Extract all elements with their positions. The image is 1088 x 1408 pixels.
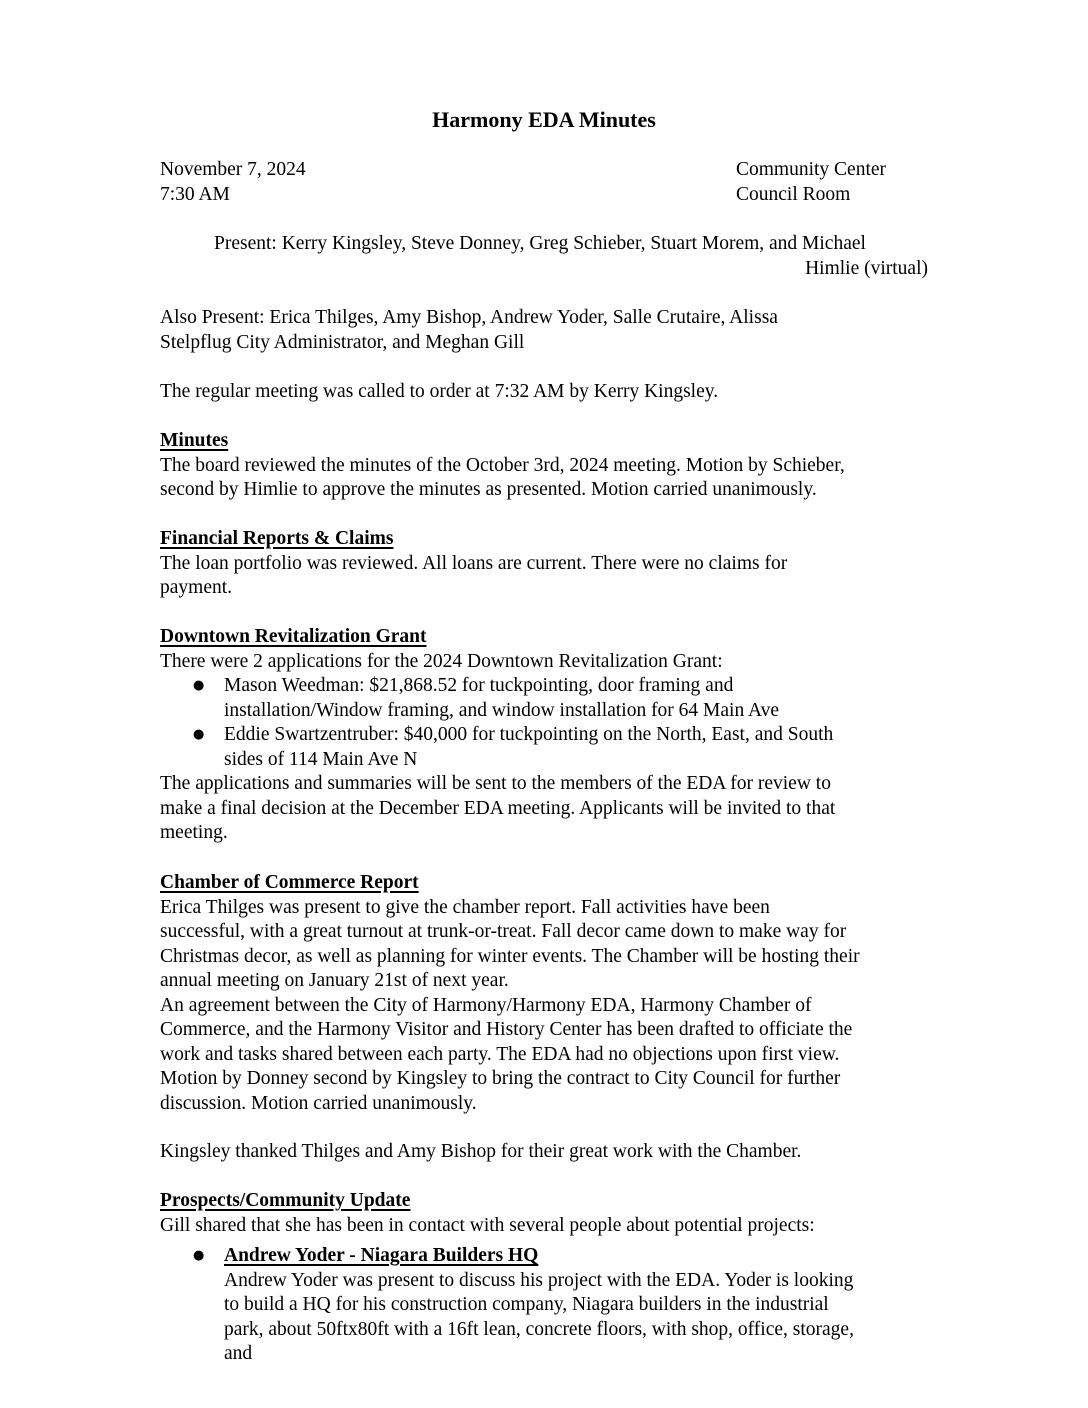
prospects-list (160, 1244, 930, 1367)
paragraph-line: Commerce, and the Harmony Visitor and History Center has been drafted to officiate the (160, 1019, 853, 1040)
chamber-thanks (160, 1140, 930, 1165)
list-item-line: Eddie Swartzentruber: $40,000 for tuckpointing on the North, East, and South (224, 724, 834, 745)
meeting-date: November 7, 2024 (160, 159, 306, 180)
call-to-order-text: The regular meeting was called to order at 7:32 AM by Kerry Kingsley. (160, 381, 719, 402)
page-title: Harmony EDA Minutes (432, 107, 656, 132)
location-line-2: Council Room (736, 183, 851, 205)
paragraph-line: annual meeting on January 21st of next year. (160, 970, 509, 991)
list-item-line: sides of 114 Main Ave N (224, 748, 418, 770)
paragraph-line: meeting. (160, 822, 228, 843)
bullet-icon: ● (193, 727, 205, 742)
paragraph-line: The applications and summaries will be sent to the members of the EDA for review to (160, 773, 831, 794)
section-heading: Financial Reports & Claims (160, 528, 394, 549)
also-present (160, 306, 930, 355)
paragraph-line: Christmas decor, as well as planning for winter events. The Chamber will be hosting their (160, 945, 860, 967)
paragraph-line: An agreement between the City of Harmony/Harmony EDA, Harmony Chamber of (160, 994, 812, 1016)
paragraph-line: Kingsley thanked Thilges and Amy Bishop for their great work with the Chamber. (160, 1141, 802, 1162)
list-item (160, 674, 930, 723)
list-item-line: Mason Weedman: $21,868.52 for tuckpointing, door framing and (224, 675, 734, 696)
paragraph-line: Motion by Donney second by Kingsley to bring the contract to City Council for further (160, 1068, 841, 1089)
also-present-line-2: Stelpflug City Administrator, and Meghan Gill (160, 331, 525, 353)
list-item-line: to build a HQ for his construction company, Niagara builders in the industrial (224, 1294, 829, 1315)
section-grant (160, 625, 930, 846)
paragraph-line: successful, with a great turnout at trunk-or-treat. Fall decor came down to make way for (160, 921, 847, 942)
bullet-icon: ● (193, 678, 205, 693)
section-heading: Prospects/Community Update (160, 1190, 411, 1211)
paragraph-line: make a final decision at the December EDA meeting. Applicants will be invited to that (160, 797, 836, 819)
list-item-line: park, about 50ftx80ft with a 16ft lean, concrete floors, with shop, office, storage, (224, 1318, 854, 1340)
paragraph-line: The loan portfolio was reviewed. All loans are current. There were no claims for (160, 552, 788, 574)
list-item (160, 1244, 930, 1367)
list-item (160, 723, 930, 772)
list-item-line: installation/Window framing, and window installation for 64 Main Ave (224, 699, 780, 721)
paragraph-line: Gill shared that she has been in contact with several people about potential projects: (160, 1214, 815, 1236)
section-financial (160, 527, 930, 601)
paragraph-line: second by Himlie to approve the minutes as presented. Motion carried unanimously. (160, 479, 817, 500)
paragraph-line: payment. (160, 577, 233, 598)
list-item-line: and (224, 1343, 253, 1364)
present-line-1: Present: Kerry Kingsley, Steve Donney, Greg Schieber, Stuart Morem, and Michael (214, 233, 866, 254)
also-present-line-1: Also Present: Erica Thilges, Amy Bishop, Andrew Yoder, Salle Crutaire, Alissa (160, 307, 778, 328)
section-prospects (160, 1189, 930, 1367)
section-heading: Downtown Revitalization Grant (160, 626, 427, 647)
bullet-icon: ● (193, 1248, 205, 1263)
section-minutes (160, 429, 930, 503)
section-heading: Minutes (160, 430, 229, 451)
meeting-time: 7:30 AM (160, 183, 230, 205)
location-line-1: Community Center (736, 159, 887, 180)
paragraph-line: Erica Thilges was present to give the chamber report. Fall activities have been (160, 896, 770, 918)
call-to-order (160, 380, 930, 405)
grant-applications-list (160, 674, 930, 772)
present-members (214, 232, 928, 281)
paragraph-line: work and tasks shared between each party. The EDA had no objections upon first view. (160, 1043, 840, 1065)
prospect-heading: Andrew Yoder - Niagara Builders HQ (224, 1245, 539, 1266)
list-item-line: Andrew Yoder was present to discuss his project with the EDA. Yoder is looking (224, 1269, 854, 1291)
meeting-location (736, 158, 886, 207)
paragraph-line: The board reviewed the minutes of the October 3rd, 2024 meeting. Motion by Schieber, (160, 454, 845, 476)
paragraph-line: discussion. Motion carried unanimously. (160, 1092, 477, 1114)
present-line-2: Himlie (virtual) (805, 257, 928, 279)
section-heading: Chamber of Commerce Report (160, 872, 419, 893)
paragraph-line: There were 2 applications for the 2024 Downtown Revitalization Grant: (160, 650, 723, 672)
section-chamber (160, 871, 930, 1116)
meeting-datetime (160, 158, 306, 207)
